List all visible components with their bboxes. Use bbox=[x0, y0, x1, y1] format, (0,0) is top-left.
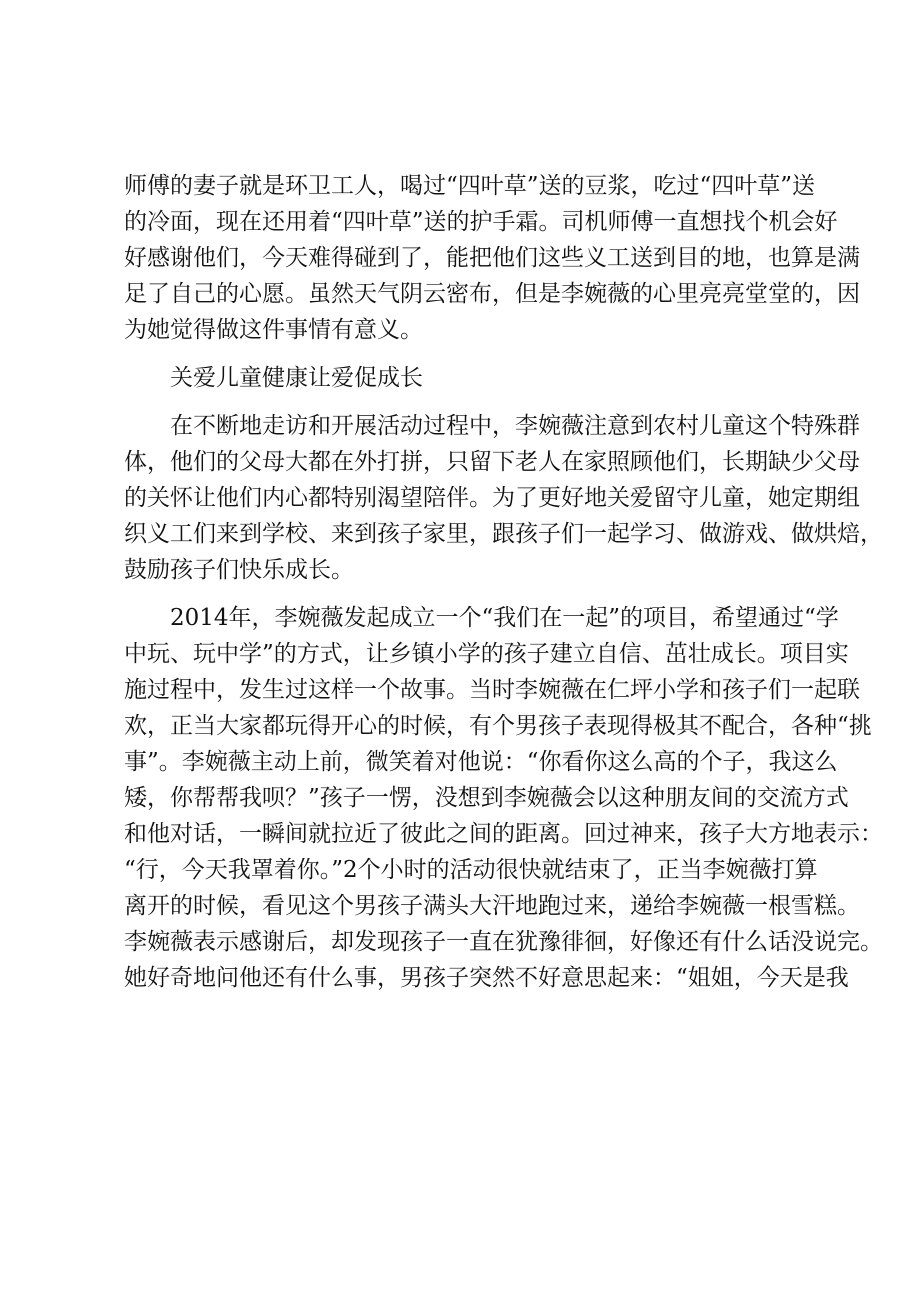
text-line: 师傅的妻子就是环卫工人，喝过“四叶草”送的豆浆，吃过“四叶草”送 bbox=[124, 173, 816, 199]
text-line: “行，今天我罩着你。”2个小时的活动很快就结束了，正当李婉薇打算 bbox=[124, 857, 818, 883]
text-line: 的冷面，现在还用着“四叶草”送的护手霜。司机师傅一直想找个机会好 bbox=[124, 209, 838, 235]
text-line: 和他对话，一瞬间就拉近了彼此之间的距离。回过神来，孩子大方地表示： bbox=[124, 821, 883, 847]
text-line: 2014年，李婉薇发起成立一个“我们在一起”的项目，希望通过“学 bbox=[170, 605, 839, 631]
text-line: 足了自己的心愿。虽然天气阴云密布，但是李婉薇的心里亮亮堂堂的，因 bbox=[124, 281, 860, 307]
paragraph-2 bbox=[124, 408, 883, 588]
document-body bbox=[124, 168, 883, 996]
text-line: 施过程中，发生过这样一个故事。当时李婉薇在仁坪小学和孩子们一起联 bbox=[124, 677, 860, 703]
text-line: 欢，正当大家都玩得开心的时候，有个男孩子表现得极其不配合，各种“挑 bbox=[124, 713, 872, 739]
section-heading bbox=[124, 360, 798, 396]
text-line: 矮，你帮帮我呗？”孩子一愣，没想到李婉薇会以这种朋友间的交流方式 bbox=[124, 785, 849, 811]
text-line: 在不断地走访和开展活动过程中，李婉薇注意到农村儿童这个特殊群 bbox=[170, 413, 860, 439]
heading-text: 关爱儿童健康让爱促成长 bbox=[170, 365, 423, 391]
text-line: 事”。李婉薇主动上前，微笑着对他说：“你看你这么高的个子，我这么 bbox=[124, 749, 838, 775]
text-line: 李婉薇表示感谢后，却发现孩子一直在犹豫徘徊，好像还有什么话没说完。 bbox=[124, 929, 883, 955]
paragraph-3 bbox=[124, 600, 883, 996]
text-line: 她好奇地问他还有什么事，男孩子突然不好意思起来：“姐姐，今天是我 bbox=[124, 965, 849, 991]
paragraph-1 bbox=[124, 168, 860, 348]
text-line: 为她觉得做这件事情有意义。 bbox=[124, 317, 423, 343]
text-line: 体，他们的父母大都在外打拼，只留下老人在家照顾他们，长期缺少父母 bbox=[124, 449, 860, 475]
text-line: 织义工们来到学校、来到孩子家里，跟孩子们一起学习、做游戏、做烘焙， bbox=[124, 521, 883, 547]
text-line: 离开的时候，看见这个男孩子满头大汗地跑过来，递给李婉薇一根雪糕。 bbox=[124, 893, 860, 919]
text-line: 鼓励孩子们快乐成长。 bbox=[124, 557, 354, 583]
text-line: 的关怀让他们内心都特别渴望陪伴。为了更好地关爱留守儿童，她定期组 bbox=[124, 485, 860, 511]
text-line: 中玩、玩中学”的方式，让乡镇小学的孩子建立自信、茁壮成长。项目实 bbox=[124, 641, 849, 667]
text-line: 好感谢他们，今天难得碰到了，能把他们这些义工送到目的地，也算是满 bbox=[124, 245, 860, 271]
